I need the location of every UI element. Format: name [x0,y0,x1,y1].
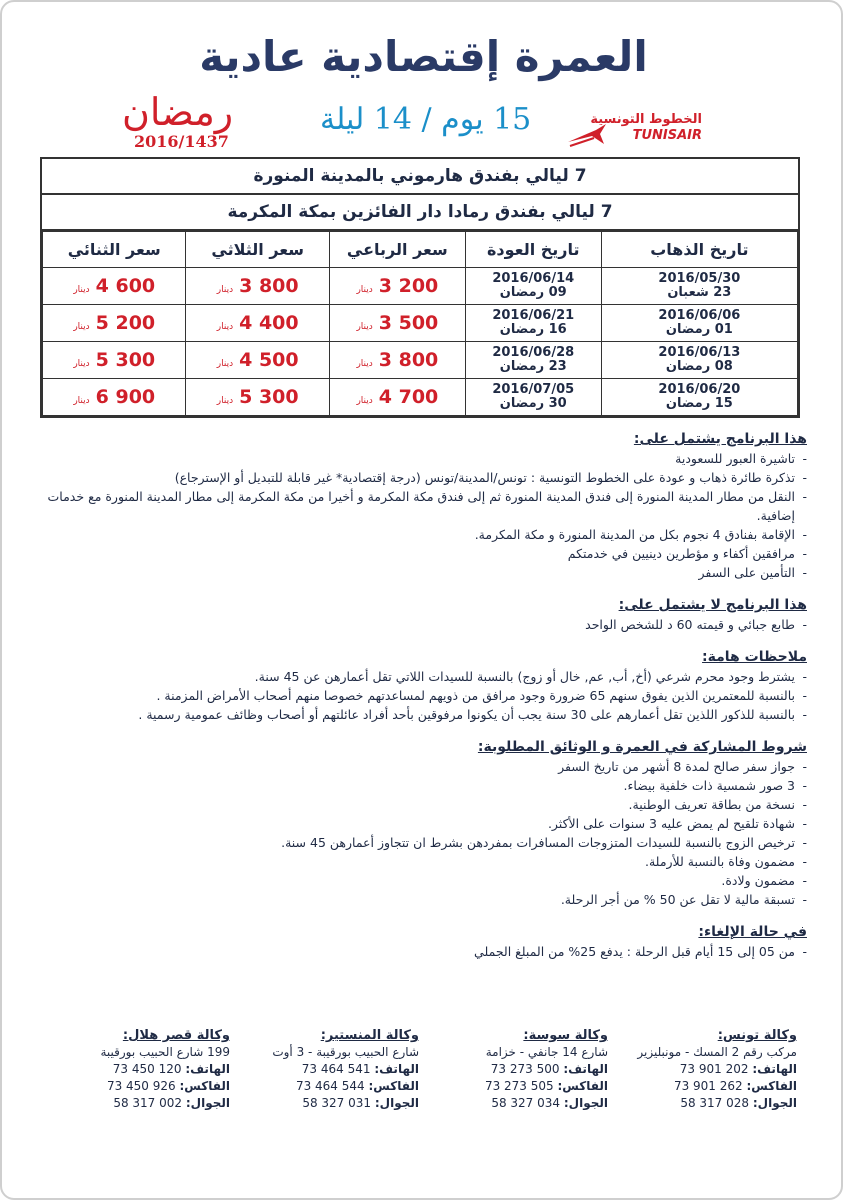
tunisair-logo [566,112,706,152]
year-label: 2016/1437 [134,132,229,151]
agency-phone: الهاتف: 73 273 500 [490,1062,608,1076]
agencies-footer [52,1027,797,1112]
table-row [43,379,798,416]
header-triple: سعر الثلاثي [186,232,329,268]
departure-date: 2016/06/20 15 رمضان [601,379,797,416]
list-item: - مضمون ولادة. [27,871,807,890]
list-item: - طابع جبائي و قيمته 60 د للشخص الواحد [27,615,807,634]
list-item: - من 05 إلى 15 أيام قبل الرحلة : يدفع 25% من المبلغ الجملي [27,942,807,961]
triple-price: 4 400دينار [186,305,329,342]
cancellation-heading: في حالة الإلغاء: [698,924,807,940]
list-item: - يشترط وجود محرم شرعي (أخ, أب, عم, خال أو زوج) بالنسبة للسيدات اللاتي تقل أعمارهن عن 45 سنة. [27,667,807,686]
list-item: - ترخيص الزوج بالنسبة للسيدات المتزوجات المسافرات بمفردهن بشرط ان تتجاوز أعمارهن 45 سنة. [27,833,807,852]
header-departure: تاريخ الذهاب [601,232,797,268]
agency-phone: الهاتف: 73 901 202 [679,1062,797,1076]
cancellation-list [27,942,807,961]
agency-mobile: الجوال: 58 327 034 [491,1096,608,1110]
list-item: - بالنسبة للمعتمرين الذين يفوق سنهم 65 ضرورة وجود مرافق من ذويهم لمساعدتهم خصوصا منهم أصحاب الأمراض المزمنة . [27,686,807,705]
triple-price: 4 500دينار [186,342,329,379]
agency-fax: الفاكس: 73 901 262 [673,1079,797,1093]
notes-list [27,667,807,724]
agency-phone: الهاتف: 73 464 541 [301,1062,419,1076]
list-item: - النقل من مطار المدينة المنورة إلى فندق المدينة المنورة ثم إلى فندق مكة المكرمة و أخيرا من مكة المكرمة إلى مطار المدينة المنورة مع خدمات إضافية. [27,487,807,525]
agency-name: وكالة سوسة: [523,1028,608,1043]
agency-address: شارع 14 جانفي - خزامة [485,1045,608,1059]
conditions-heading: شروط المشاركة في العمرة و الوثائق المطلوبة: [477,739,807,755]
agency-name: وكالة المنستير: [320,1028,419,1043]
agency-address: 199 شارع الحبيب بورقيبة [100,1045,230,1059]
agency-tunis [619,1027,797,1112]
list-item: - بالنسبة للذكور اللذين تقل أعمارهم على 30 سنة يجب أن يكونوا مرفوقين بأحد أفراد عائلتهم أو أصحاب وظائف عمومية رسمية . [27,705,807,724]
table-row [43,342,798,379]
triple-price: 5 300دينار [186,379,329,416]
agency-fax: الفاكس: 73 464 544 [295,1079,419,1093]
agency-fax: الفاكس: 73 450 926 [106,1079,230,1093]
list-item: - تاشيرة العبور للسعودية [27,449,807,468]
hotel-mecca: 7 ليالي بفندق رمادا دار الفائزين بمكة المكرمة [42,195,798,231]
list-item: - الإقامة بفنادق 4 نجوم بكل من المدينة المنورة و مكة المكرمة. [27,525,807,544]
agency-monastir [241,1027,419,1112]
table-row [43,305,798,342]
agency-mobile: الجوال: 58 317 002 [113,1096,230,1110]
list-item: - تذكرة طائرة ذهاب و عودة على الخطوط التونسية : تونس/المدينة/تونس (درجة إقتصادية* غير قابلة للتبديل أو الإسترجاع) [27,468,807,487]
agency-mobile: الجوال: 58 327 031 [302,1096,419,1110]
agency-name: وكالة قصر هلال: [122,1028,230,1043]
agency-name: وكالة تونس: [717,1028,797,1043]
notes-heading: ملاحظات هامة: [702,649,807,665]
header-return: تاريخ العودة [465,232,601,268]
excludes-list [27,615,807,634]
includes-list [27,449,807,582]
excludes-heading: هذا البرنامج لا يشتمل على: [618,597,807,613]
logo-text-arabic: الخطوط التونسية [590,112,702,127]
conditions-list [27,757,807,909]
agency-sousse [430,1027,608,1112]
program-details [27,430,807,961]
return-date: 2016/07/05 30 رمضان [465,379,601,416]
agency-address: شارع الحبيب بورقيبة - 3 أوت [272,1045,419,1059]
agency-phone: الهاتف: 73 450 120 [112,1062,230,1076]
header-quad: سعر الرباعي [329,232,465,268]
departure-date: 2016/06/13 08 رمضان [601,342,797,379]
table-header-row [43,232,798,268]
price-table [42,231,798,416]
list-item: - جواز سفر صالح لمدة 8 أشهر من تاريخ السفر [27,757,807,776]
list-item: - مضمون وفاة بالنسبة للأرملة. [27,852,807,871]
quad-price: 4 700دينار [329,379,465,416]
duration-label: 15 يوم / 14 ليلة [320,102,532,137]
double-price: 6 900دينار [43,379,186,416]
return-date: 2016/06/28 23 رمضان [465,342,601,379]
table-row [43,268,798,305]
logo-text-english: TUNISAIR [632,128,702,143]
quad-price: 3 200دينار [329,268,465,305]
ramadan-label: رمضان [122,90,234,134]
double-price: 4 600دينار [43,268,186,305]
quad-price: 3 800دينار [329,342,465,379]
return-date: 2016/06/21 16 رمضان [465,305,601,342]
page-title: العمرة إقتصادية عادية [199,32,648,81]
includes-heading: هذا البرنامج يشتمل على: [633,431,807,447]
double-price: 5 200دينار [43,305,186,342]
list-item: - 3 صور شمسية ذات خلفية بيضاء. [27,776,807,795]
departure-date: 2016/05/30 23 شعبان [601,268,797,305]
hotel-medina: 7 ليالي بفندق هارموني بالمدينة المنورة [42,159,798,195]
agency-mobile: الجوال: 58 317 028 [680,1096,797,1110]
agency-fax: الفاكس: 73 273 505 [484,1079,608,1093]
departure-date: 2016/06/06 01 رمضان [601,305,797,342]
list-item: - شهادة تلقيح لم يمض عليه 3 سنوات على الأكثر. [27,814,807,833]
agency-address: مركب رقم 2 المسك - مونبليزير [637,1045,797,1059]
quad-price: 3 500دينار [329,305,465,342]
double-price: 5 300دينار [43,342,186,379]
return-date: 2016/06/14 09 رمضان [465,268,601,305]
list-item: - نسخة من بطاقة تعريف الوطنية. [27,795,807,814]
header-double: سعر الثنائي [43,232,186,268]
list-item: - تسبقة مالية لا تقل عن 50 % من أجر الرحلة. [27,890,807,909]
list-item: - التأمين على السفر [27,563,807,582]
triple-price: 3 800دينار [186,268,329,305]
offer-table-box [40,157,800,418]
agency-ksar-hellal [52,1027,230,1112]
list-item: - مرافقين أكفاء و مؤطرين دينيين في خدمتكم [27,544,807,563]
